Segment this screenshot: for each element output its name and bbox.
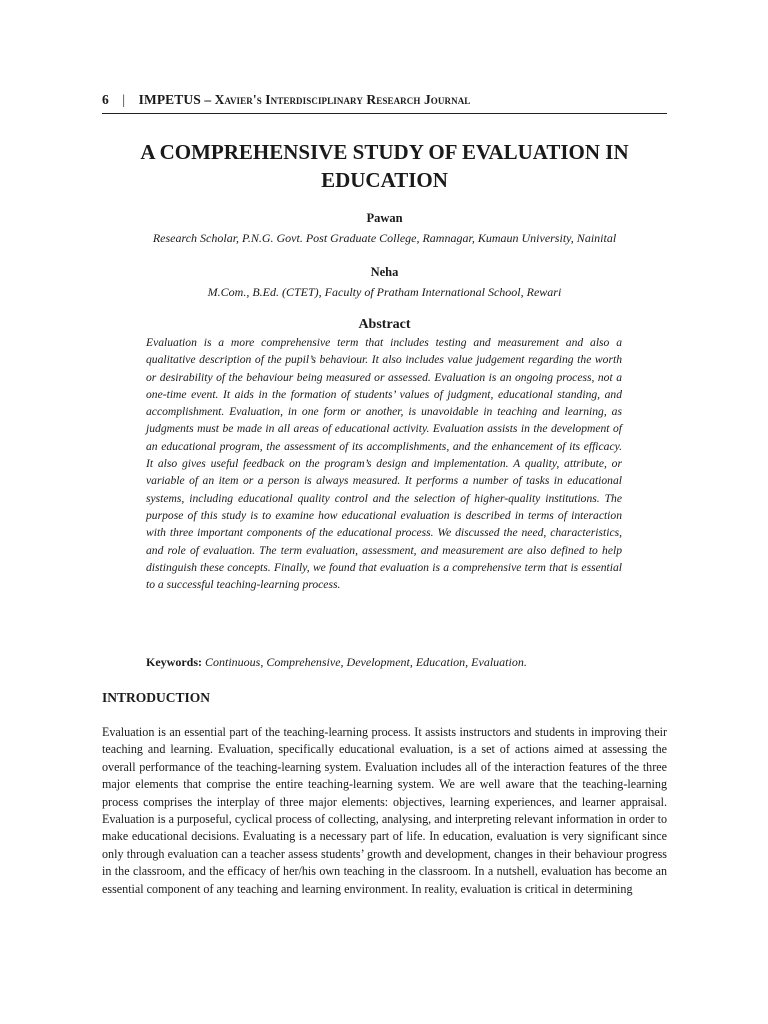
author-affiliation: Research Scholar, P.N.G. Govt. Post Graduate College, Ramnagar, Kumaun University, Nainital bbox=[152, 231, 617, 245]
journal-full-name: Xavier's Interdisciplinary Research Journal bbox=[214, 92, 471, 107]
keywords-list: Continuous, Comprehensive, Development, Education, Evaluation. bbox=[205, 655, 527, 669]
article-title: A COMPREHENSIVE STUDY OF EVALUATION IN EDUCATION bbox=[140, 140, 629, 192]
header-separator: | bbox=[122, 92, 126, 107]
abstract-heading: Abstract bbox=[358, 317, 411, 332]
author-name: Pawan bbox=[366, 211, 403, 225]
author-affiliation: M.Com., B.Ed. (CTET), Faculty of Pratham International School, Rewari bbox=[207, 285, 562, 299]
journal-short-name: IMPETUS – bbox=[138, 92, 215, 107]
running-header bbox=[102, 92, 667, 108]
introduction-paragraph: Evaluation is an essential part of the teaching-learning process. It assists instructors and students in improving their teaching and learning. Evaluation, specifically educational evaluation, is a set of actions aimed at assessing the overall performance of the teaching-learning system. Evaluation includes all of the interaction features of the three major elements that comprise the entire teaching-learning system. We are well aware that the teaching-learning process comprises the interplay of three major elements: objectives, learning experiences, and learner appraisal. Evaluation is a purposeful, cyclical process of collecting, analysing, and interpreting relevant information in order to make educational decisions. Evaluating is a necessary part of life. In education, evaluation is very significant since only through evaluation can a teacher assess students’ growth and development, changes in their behaviour progress in the classroom, and the efficacy of her/his own teaching in the classroom. In a nutshell, evaluation has become an essential component of any teaching and learning environment. In reality, evaluation is critical in determining bbox=[102, 725, 667, 896]
header-rule bbox=[102, 113, 667, 114]
page-number: 6 bbox=[102, 92, 109, 107]
author-name: Neha bbox=[370, 265, 399, 279]
keywords-line bbox=[146, 655, 622, 670]
keywords-label: Keywords: bbox=[146, 655, 202, 669]
abstract-text: Evaluation is a more comprehensive term that includes testing and measurement and also a qualitative description of the pupil’s behaviour. It also includes value judgement regarding the worth or desirability of the behaviour being measured or assessed. Evaluation is an ongoing process, not a one-time event. It aids in the formation of students’ values of judgment, educational standing, and accomplishment. Evaluation, in one form or another, is unavoidable in teaching and learning, as judgments must be made in all areas of educational activity. Evaluation assists in the development of an educational program, the assessment of its accomplishments, and the enhancement of its efficacy. It also gives useful feedback on the program’s design and implementation. A quality, attribute, or variable of an item or a person is always measured. It performs a number of tasks in educational systems, including educational quality control and the selection of higher-quality institutions. The purpose of this study is to examine how educational evaluation is described in terms of interaction with three important components of the educational process. We discussed the need, characteristics, and role of evaluation. The term evaluation, assessment, and measurement are also defined to help distinguish these concepts. Finally, we found that evaluation is a comprehensive term that is essential to a successful teaching-learning process. bbox=[146, 336, 622, 592]
section-heading: INTRODUCTION bbox=[102, 690, 211, 705]
